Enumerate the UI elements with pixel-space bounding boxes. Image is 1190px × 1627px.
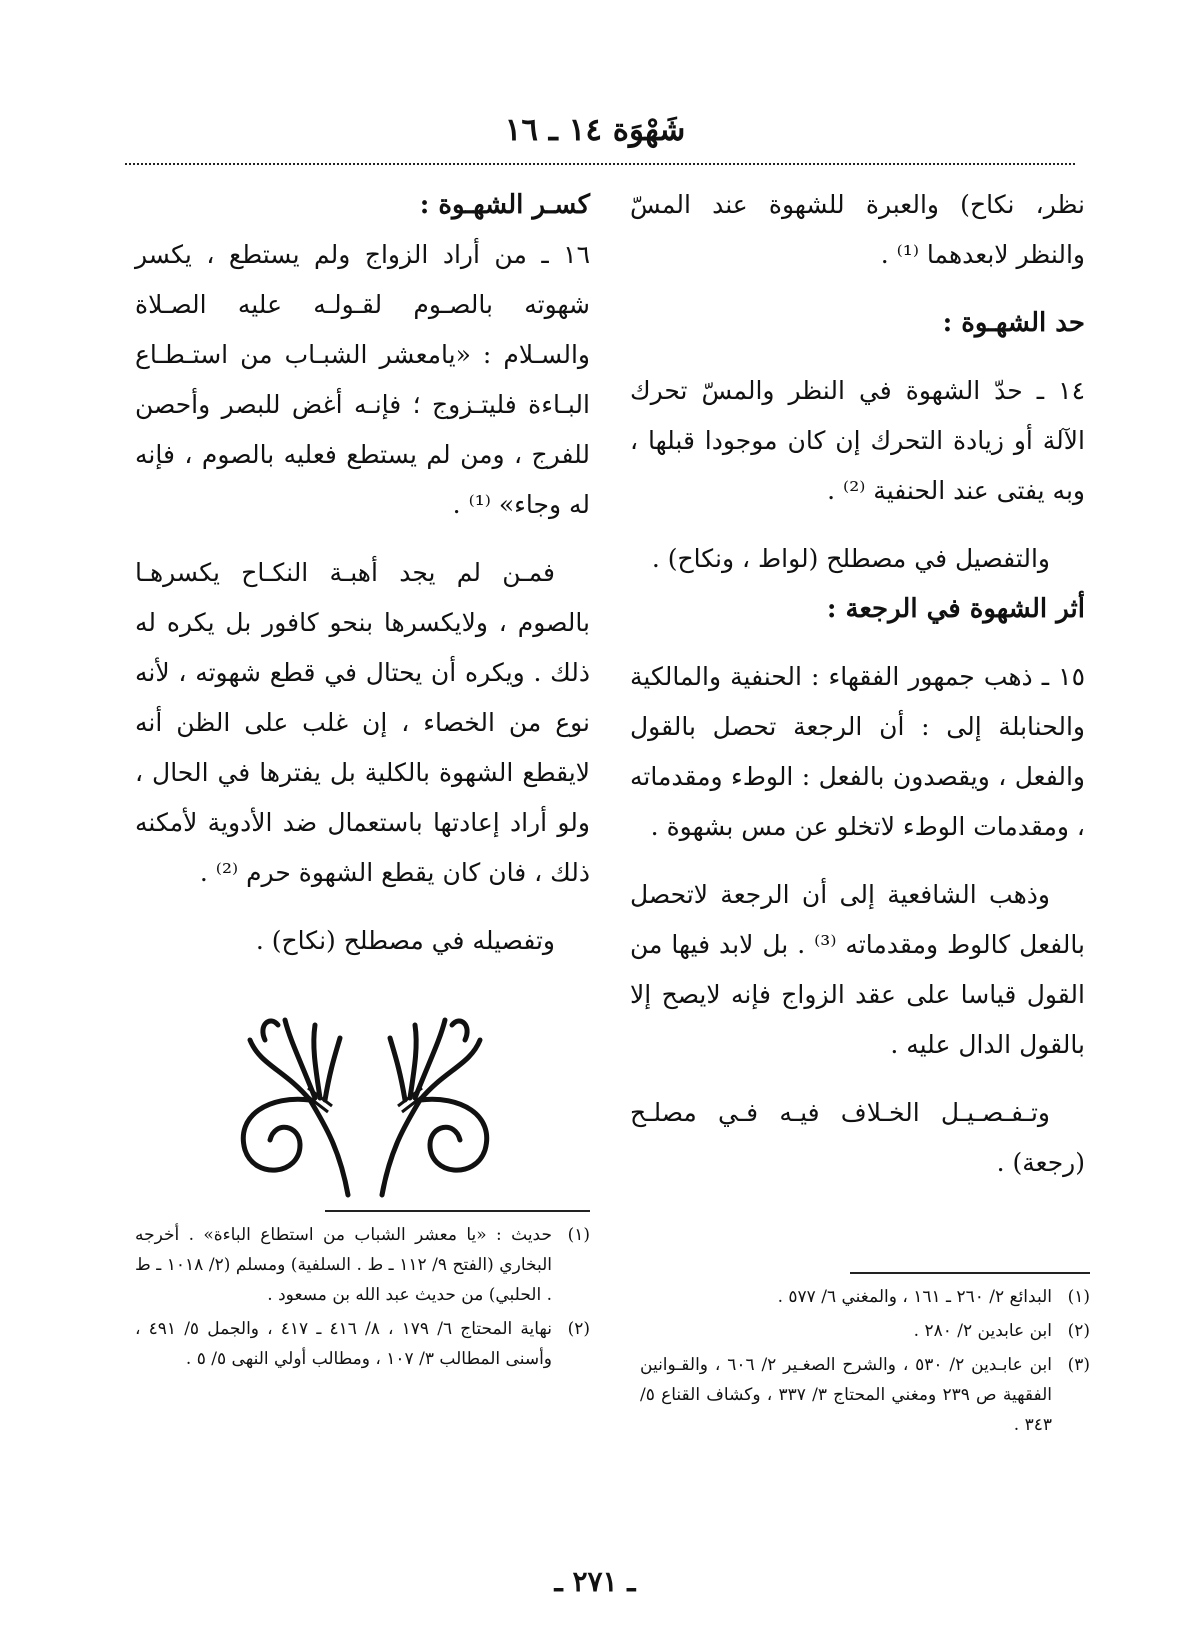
left-column [135, 180, 590, 966]
paragraph: ١٥ ـ ذهب جمهور الفقهاء : الحنفية والمالكية والحنابلة إلى : أن الرجعة تحصل بالقول والفعل ، ويقصدون بالفعل : الوطء ومقدماته ، ومقدمات الوطء لاتخلو عن مس بشهوة . [630, 662, 1085, 841]
footnote [640, 1350, 1090, 1440]
footnote-number: (٢) [567, 1319, 590, 1339]
paragraph: وذهب الشافعية إلى أن الرجعة لاتحصل بالفعل كالوط ومقدماته ⁽³⁾ . بل لابد فيها من القول قياسا على عقد الزواج فإنه لايصح إلا بالقول الدال عليه . [630, 880, 1085, 1059]
footnote-text: ابن عابدين ٢/ ٢٨٠ . [913, 1321, 1052, 1341]
footnote [135, 1220, 590, 1310]
paragraph: فمـن لم يجد أهبـة النكـاح يكسرهـا بالصوم ، ولايكسرها بنحو كافور بل يكره له ذلك . ويكره أن يحتال في قطع شهوته ، لأنه نوع من الخصاء ، إن غلب على الظن أنه لايقطع الشهوة بالكلية بل يفترها في الحال ، ولو أراد إعادتها باستعمال ضد الأدوية لأمكنه ذلك ، فان كان يقطع الشهوة حرم ⁽²⁾ . [135, 558, 590, 887]
footnote-text: ابن عابـدين ٢/ ٥٣٠ ، والشرح الصغـير ٢/ ٦٠٦ ، والقـوانين الفقهية ص ٢٣٩ ومغني المحتاج ٣/ ٣٣٧ ، وكشاف القناع ٥/ ٣٤٣ . [640, 1355, 1053, 1435]
footnote-text: نهاية المحتاج ٦/ ١٧٩ ، ٨/ ٤١٦ ـ ٤١٧ ، والجمل ٥/ ٤٩١ ، وأسنى المطالب ٣/ ١٠٧ ، ومطالب أولي النهى ٥/ ٥ . [135, 1319, 552, 1369]
section-heading: كسـر الشهـوة : [419, 190, 590, 220]
footnote-divider [325, 1210, 590, 1212]
section-heading: حد الشهـوة : [942, 308, 1085, 338]
footnote-number: (١) [1067, 1287, 1090, 1307]
paragraph: ١٤ ـ حدّ الشهوة في النظر والمسّ تحرك الآلة أو زيادة التحرك إن كان موجودا قبلها ، وبه يفتى عند الحنفية ⁽²⁾ . [630, 376, 1085, 505]
page-number: ـ ٢٧١ ـ [554, 1565, 636, 1598]
paragraph: والتفصيل في مصطلح (لواط ، ونكاح) . [651, 544, 1050, 573]
right-column [630, 180, 1085, 1188]
floral-ornament-icon [230, 1000, 500, 1200]
footnote [640, 1282, 1090, 1312]
paragraph: نظر، نكاح) والعبرة للشهوة عند المسّ والنظر لابعدهما ⁽¹⁾ . [630, 190, 1085, 269]
footnotes-left [135, 1220, 590, 1378]
footnote-text: البدائع ٢/ ٢٦٠ ـ ١٦١ ، والمغني ٦/ ٥٧٧ . [777, 1287, 1052, 1307]
paragraph: وتفصيله في مصطلح (نكاح) . [255, 926, 555, 955]
footnotes-right [640, 1282, 1090, 1444]
footnote-number: (١) [567, 1225, 590, 1245]
footnote [135, 1314, 590, 1374]
section-heading: أثر الشهوة في الرجعة : [826, 594, 1085, 624]
footnote-number: (٢) [1067, 1321, 1090, 1341]
footnote-divider [850, 1272, 1090, 1274]
footnote-number: (٣) [1067, 1355, 1090, 1375]
header-dotted-rule [125, 163, 1075, 165]
footnote [640, 1316, 1090, 1346]
paragraph: ١٦ ـ من أراد الزواج ولم يستطع ، يكسر شهوته بالصـوم لقـولـه عليه الصـلاة والسـلام : «يامعشر الشبـاب من استـطـاع البـاءة فليتـزوج ؛ فإنـه أغض للبصر وأحصن للفرج ، ومن لم يستطع فعليه بالصوم ، فإنه له وجاء» ⁽¹⁾ . [135, 240, 590, 519]
footnote-text: حديث : «يا معشر الشباب من استطاع الباءة» . أخرجه البخاري (الفتح ٩/ ١١٢ ـ ط . السلفية) ومسلم (٢/ ١٠١٨ ـ ط . الحلبي) من حديث عبد الله بن مسعود . [135, 1225, 553, 1305]
paragraph: وتـفـصـيـل الخـلاف فيـه فـي مصلـح (رجعة) . [630, 1098, 1085, 1177]
page-header-title: شَهْوَة ١٤ ـ ١٦ [504, 112, 686, 148]
